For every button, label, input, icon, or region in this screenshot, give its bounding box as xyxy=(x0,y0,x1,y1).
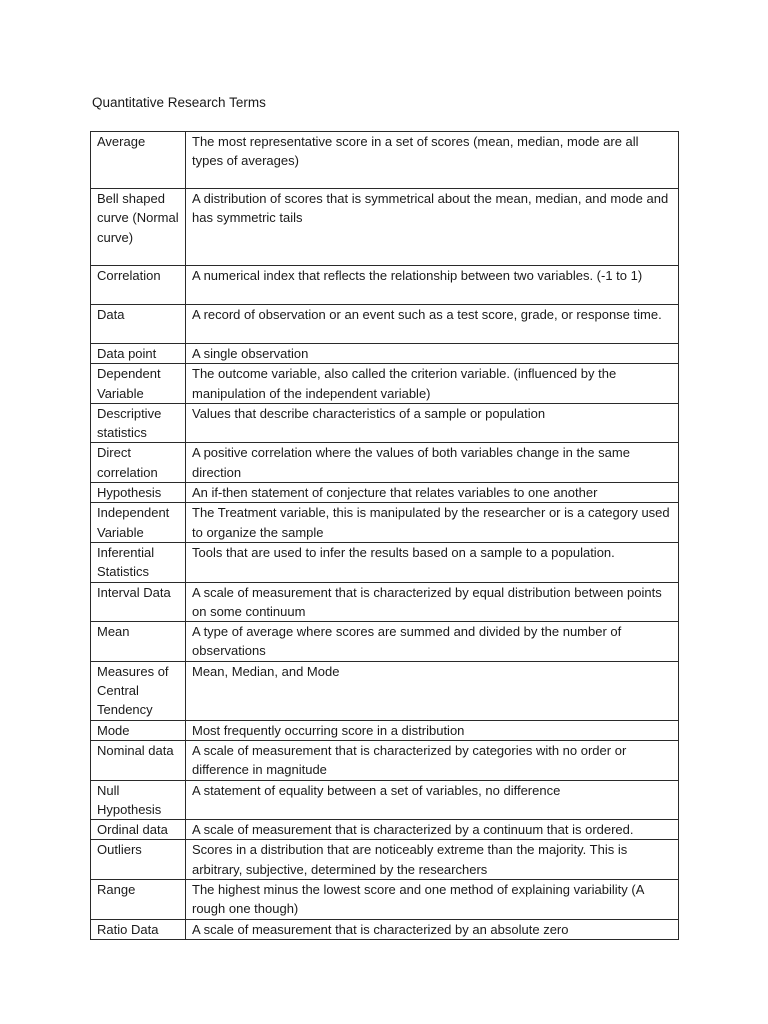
term-cell: Hypothesis xyxy=(91,483,186,503)
definition-cell: The outcome variable, also called the criterion variable. (influenced by the manipulation of the independent variable) xyxy=(186,364,679,404)
term-cell: Ordinal data xyxy=(91,820,186,840)
table-row xyxy=(91,582,679,622)
table-row xyxy=(91,364,679,404)
definition-cell: A single observation xyxy=(186,344,679,364)
term-cell: Data xyxy=(91,305,186,344)
term-cell: Average xyxy=(91,132,186,189)
term-cell: Independent Variable xyxy=(91,503,186,543)
definition-cell: A positive correlation where the values of both variables change in the same direction xyxy=(186,443,679,483)
table-row xyxy=(91,780,679,820)
definition-cell: An if-then statement of conjecture that relates variables to one another xyxy=(186,483,679,503)
term-cell: Measures of Central Tendency xyxy=(91,661,186,720)
definition-cell: Values that describe characteristics of a sample or population xyxy=(186,403,679,443)
definition-cell: Tools that are used to infer the results based on a sample to a population. xyxy=(186,542,679,582)
term-cell: Inferential Statistics xyxy=(91,542,186,582)
table-row xyxy=(91,266,679,305)
definition-cell: The Treatment variable, this is manipulated by the researcher or is a category used to organize the sample xyxy=(186,503,679,543)
definition-cell: Most frequently occurring score in a distribution xyxy=(186,720,679,740)
term-cell: Dependent Variable xyxy=(91,364,186,404)
term-cell: Nominal data xyxy=(91,740,186,780)
table-row xyxy=(91,720,679,740)
definition-cell: A record of observation or an event such as a test score, grade, or response time. xyxy=(186,305,679,344)
term-cell: Bell shaped curve (Normal curve) xyxy=(91,189,186,266)
definition-cell: A scale of measurement that is characterized by a continuum that is ordered. xyxy=(186,820,679,840)
table-row xyxy=(91,740,679,780)
table-row xyxy=(91,189,679,266)
term-cell: Correlation xyxy=(91,266,186,305)
table-row xyxy=(91,661,679,720)
definition-cell: A scale of measurement that is characterized by equal distribution between points on some continuum xyxy=(186,582,679,622)
table-row xyxy=(91,344,679,364)
table-row xyxy=(91,622,679,662)
table-row xyxy=(91,503,679,543)
table-row xyxy=(91,132,679,189)
term-cell: Mode xyxy=(91,720,186,740)
definition-cell: A numerical index that reflects the relationship between two variables. (-1 to 1) xyxy=(186,266,679,305)
table-row xyxy=(91,443,679,483)
term-cell: Direct correlation xyxy=(91,443,186,483)
table-row xyxy=(91,483,679,503)
definition-cell: Scores in a distribution that are noticeably extreme than the majority. This is arbitrary, subjective, determined by the researchers xyxy=(186,840,679,880)
definition-cell: A distribution of scores that is symmetrical about the mean, median, and mode and has symmetric tails xyxy=(186,189,679,266)
term-cell: Outliers xyxy=(91,840,186,880)
term-cell: Data point xyxy=(91,344,186,364)
table-row xyxy=(91,403,679,443)
definition-cell: The highest minus the lowest score and one method of explaining variability (A rough one though) xyxy=(186,880,679,920)
term-cell: Null Hypothesis xyxy=(91,780,186,820)
table-row xyxy=(91,880,679,920)
definition-cell: A type of average where scores are summed and divided by the number of observations xyxy=(186,622,679,662)
table-row xyxy=(91,820,679,840)
term-cell: Ratio Data xyxy=(91,919,186,939)
term-cell: Descriptive statistics xyxy=(91,403,186,443)
term-cell: Range xyxy=(91,880,186,920)
definition-cell: The most representative score in a set of scores (mean, median, mode are all types of averages) xyxy=(186,132,679,189)
term-cell: Mean xyxy=(91,622,186,662)
table-row xyxy=(91,305,679,344)
definition-cell: A scale of measurement that is characterized by an absolute zero xyxy=(186,919,679,939)
terms-table xyxy=(90,131,679,940)
table-row xyxy=(91,919,679,939)
definition-cell: Mean, Median, and Mode xyxy=(186,661,679,720)
term-cell: Interval Data xyxy=(91,582,186,622)
definition-cell: A scale of measurement that is characterized by categories with no order or difference in magnitude xyxy=(186,740,679,780)
table-row xyxy=(91,840,679,880)
definition-cell: A statement of equality between a set of variables, no difference xyxy=(186,780,679,820)
table-row xyxy=(91,542,679,582)
page-title: Quantitative Research Terms xyxy=(92,95,266,110)
terms-table-body xyxy=(91,132,679,940)
